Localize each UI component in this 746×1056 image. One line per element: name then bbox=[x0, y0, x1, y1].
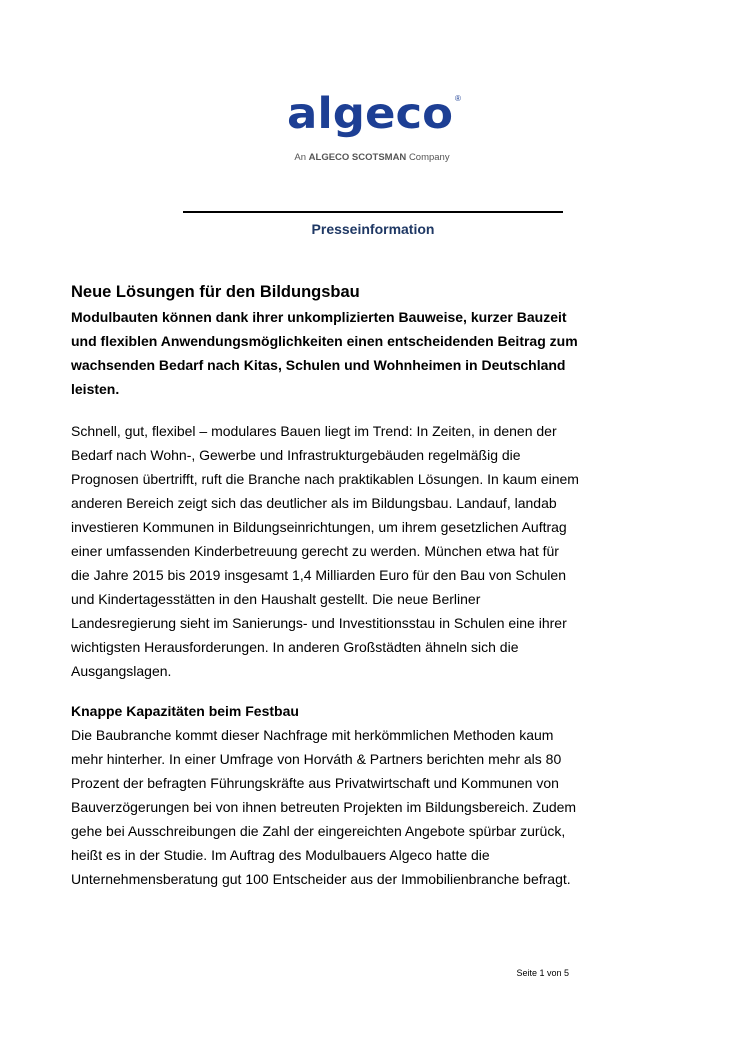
tagline-suffix: Company bbox=[408, 152, 450, 163]
page-number: Seite 1 von 5 bbox=[516, 968, 569, 978]
article-paragraph-1: Schnell, gut, flexibel – modulares Bauen liegt im Trend: In Zeiten, in denen der Bedarf nach Wohn-, Gewerbe und Infrastrukturgebäuden regelmäßig die Prognosen übertrifft, ruft die Branche nach praktikablen Lösungen. In kaum einem anderen Bereich zeigt sich das deutlicher als im Bildungsbau. Landauf, landab investieren Kommunen in Bildungseinrichtungen, um ihrem gesetzlichen Auftrag einer umfassenden Kinderbetreuung gerecht zu werden. München etwa hat für die Jahre 2015 bis 2019 insgesamt 1,4 Milliarden Euro für den Bau von Schulen und Kindertagesstätten in den Haushalt gestellt. Die neue Berliner Landesregierung sieht im Sanierungs- und Investitionsstau in Schulen eine ihrer wichtigsten Herausforderungen. In anderen Großstädten ähneln sich die Ausgangslagen. bbox=[71, 423, 579, 679]
tagline-brand: ALGECO SCOTSMAN bbox=[308, 152, 407, 163]
logo-wordmark-text: algeco bbox=[287, 92, 453, 139]
section-label: Presseinformation bbox=[311, 221, 435, 237]
header-divider bbox=[183, 211, 563, 213]
article-paragraph-2: Die Baubranche kommt dieser Nachfrage mit herkömmlichen Methoden kaum mehr hinterher. In einer Umfrage von Horváth & Partners berichten mehr als 80 Prozent der befragten Führungskräfte aus Privatwirtschaft und Kommunen von Bauverzögerungen bei von ihnen betreuten Projekten im Bildungsbereich. Zudem gehe bei Ausschreibungen die Zahl der eingereichten Angebote spürbar zurück, heißt es in der Studie. Im Auftrag des Modulbauers Algeco hatte die Unternehmensberatung gut 100 Entscheider aus der Immobilienbranche befragt. bbox=[71, 727, 577, 887]
algeco-logo-wordmark bbox=[287, 92, 455, 142]
company-logo bbox=[282, 92, 462, 168]
tagline-prefix: An bbox=[294, 152, 307, 163]
article-subheading: Knappe Kapazitäten beim Festbau bbox=[71, 703, 299, 719]
article-body bbox=[71, 281, 581, 891]
logo-tagline bbox=[282, 152, 462, 163]
article-lead: Modulbauten können dank ihrer unkomplizierten Bauweise, kurzer Bauzeit und flexiblen Anwendungsmöglichkeiten einen entscheidenden Beitrag zum wachsenden Bedarf nach Kitas, Schulen und Wohnheimen in Deutschland leisten. bbox=[71, 309, 578, 397]
article-headline: Neue Lösungen für den Bildungsbau bbox=[71, 283, 360, 301]
registered-mark: ® bbox=[455, 94, 461, 103]
